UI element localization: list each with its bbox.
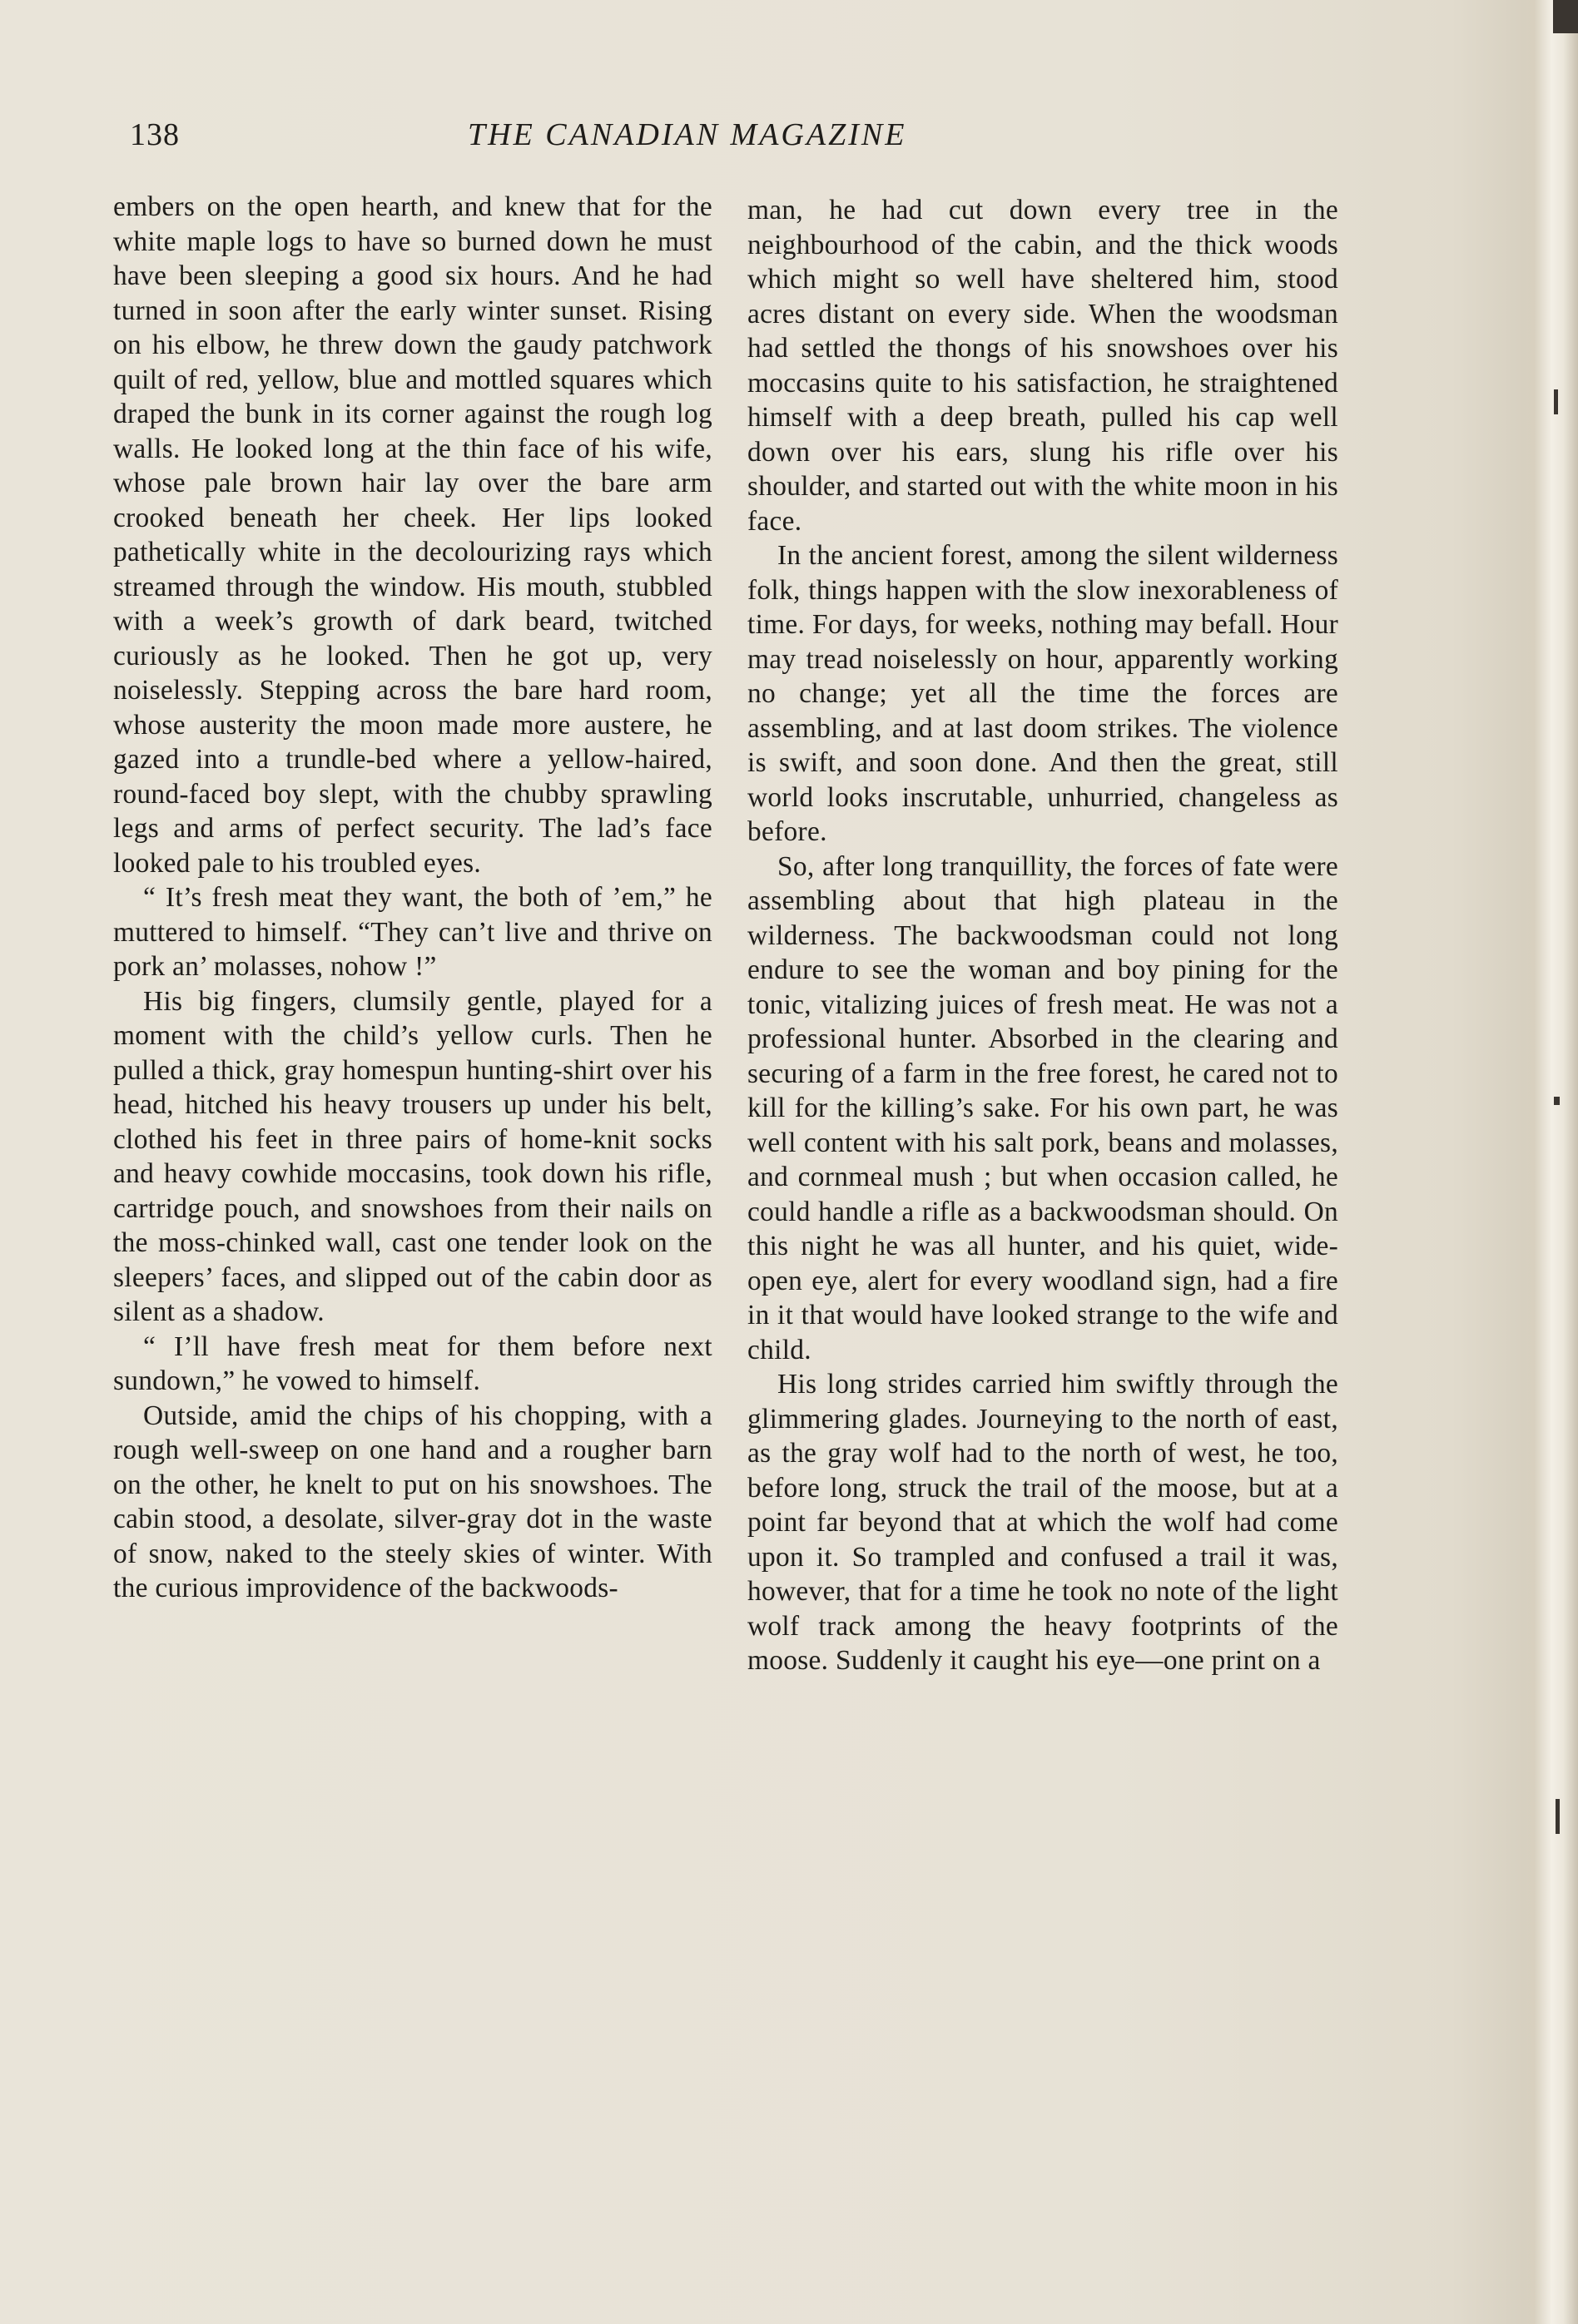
paragraph: Outside, amid the chips of his chopping, with a rough well-sweep on one hand and a rougher barn on the other, he knelt to put on his snowshoes. The cabin stood, a desolate, silver-gray dot in the waste of snow, naked to the steely skies of winter. With the curious improvidence of the backwoods- [113, 1400, 712, 1603]
paragraph: “ I’ll have fresh meat for them before next sundown,” he vowed to himself. [113, 1330, 712, 1396]
text-column-right [747, 193, 1338, 1678]
text-column-left [113, 190, 712, 1606]
corner-mark [1553, 0, 1578, 33]
edge-tick [1554, 389, 1558, 414]
paragraph: “ It’s fresh meat they want, the both of ’em,” he muttered to himself. “They can’t live and thrive on pork an’ molasses, nohow !” [113, 882, 712, 982]
paragraph: In the ancient forest, among the silent wilderness folk, things happen with the slow inexorableness of time. For days, for weeks, nothing may befall. Hour may tread noiselessly on hour, apparently working no change; yet all the time the forces are assembling, and at last doom strikes. The violence is swift, and soon done. And then the great, still world looks inscrutable, unhurried, changeless as before. [747, 540, 1338, 847]
running-title: THE CANADIAN MAGAZINE [468, 117, 907, 152]
paragraph: So, after long tranquillity, the forces of fate were assembling about that high plateau in the wilderness. The backwoodsman could not long endure to see the woman and boy pining for the tonic, vitalizing juices of fresh meat. He was not a professional hunter. Absorbed in the clearing and securing of a farm in the free forest, he cared not to kill for the killing’s sake. For his own part, he was well content with his salt pork, beans and molasses, and cornmeal mush ; but when occasion called, he could handle a rifle as a backwoodsman should. On this night he was all hunter, and his quiet, wide-open eye, alert for every woodland sign, had a fire in it that would have looked strange to the wife and child. [747, 850, 1338, 1365]
paragraph: His long strides carried him swiftly through the glimmering glades. Journeying to the north of east, as the gray wolf had to the north of west, he too, before long, struck the trail of the moose, but at a point far beyond that at which the wolf had come upon it. So trampled and confused a trail it was, however, that for a time he took no note of the light wolf track among the heavy footprints of the moose. Suddenly it caught his eye—one print on a [747, 1369, 1338, 1676]
paragraph: man, he had cut down every tree in the neighbourhood of the cabin, and the thick woods which might so well have sheltered him, stood acres distant on every side. When the woodsman had settled the thongs of his snowshoes over his moccasins quite to his satisfaction, he straightened himself with a deep breath, pulled his cap well down over his ears, slung his rifle over his shoulder, and started out with the white moon in his face. [747, 195, 1338, 537]
edge-tick [1556, 1799, 1560, 1834]
binding-edge [1520, 0, 1578, 2324]
page-number: 138 [130, 117, 180, 152]
paragraph: embers on the open hearth, and knew that for the white maple logs to have so burned down he must have been sleeping a good six hours. And he had turned in soon after the early winter sunset. Rising on his elbow, he threw down the gaudy patchwork quilt of red, yellow, blue and mottled squares which draped the bunk in its corner against the rough log walls. He looked long at the thin face of his wife, whose pale brown hair lay over the bare arm crooked beneath her cheek. Her lips looked pathetically white in the decolourizing rays which streamed through the window. His mouth, stubbled with a week’s growth of dark beard, twitched curiously as he looked. Then he got up, very noiselessly. Stepping across the bare hard room, whose austerity the moon made more austere, he gazed into a trundle-bed where a yellow-haired, round-faced boy slept, with the chubby sprawling legs and arms of perfect security. The lad’s face looked pale to his troubled eyes. [113, 191, 712, 879]
page-header [117, 116, 1365, 166]
edge-tick [1554, 1097, 1560, 1105]
paragraph: His big fingers, clumsily gentle, played for a moment with the child’s yellow curls. Then he pulled a thick, gray homespun hunting-shirt over his head, hitched his heavy trousers up under his belt, clothed his feet in three pairs of home-knit socks and heavy cowhide moccasins, took down his rifle, cartridge pouch, and snowshoes from their nails on the moss-chinked wall, cast one tender look on the sleepers’ faces, and slipped out of the cabin door as silent as a shadow. [113, 985, 712, 1327]
